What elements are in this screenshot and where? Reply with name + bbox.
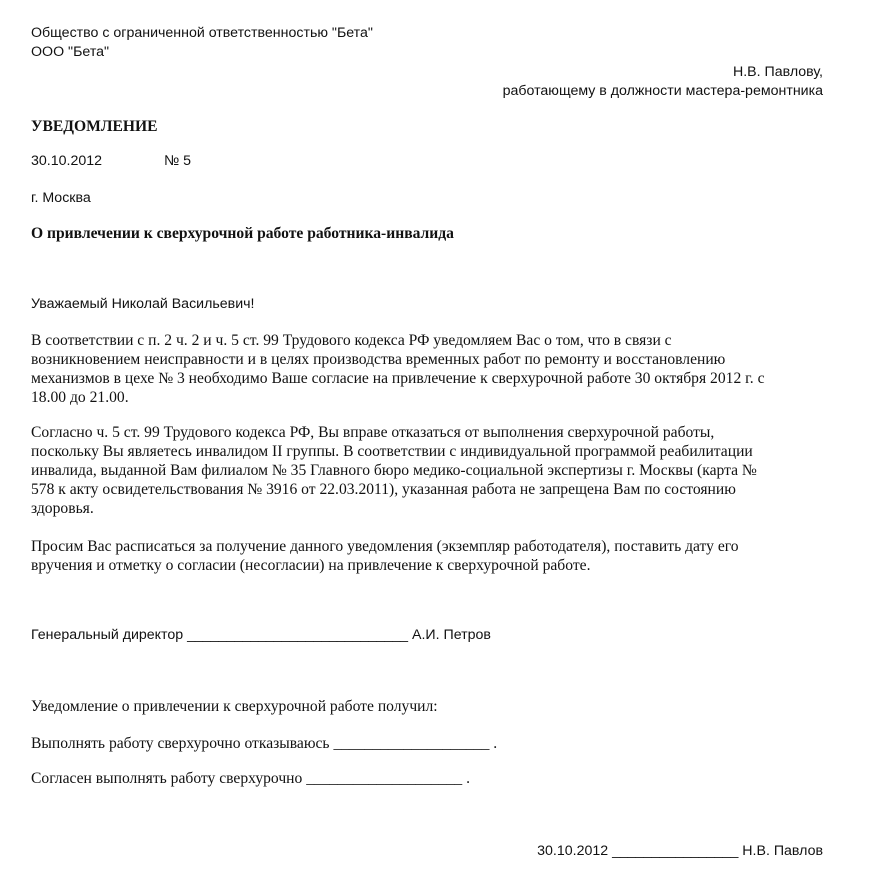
document-date: 30.10.2012	[31, 153, 103, 169]
paragraph-3	[31, 537, 831, 575]
paragraph-1-line: 18.00 до 21.00.	[31, 389, 129, 406]
director-name: А.И. Петров	[412, 627, 491, 643]
document-subject: О привлечении к сверхурочной работе работника-инвалида	[31, 225, 454, 242]
addressee-position: работающему в должности мастера-ремонтника	[502, 83, 823, 99]
paragraph-1	[31, 331, 831, 407]
paragraph-2	[31, 423, 831, 518]
org-full-name: Общество с ограниченной ответственностью "Бета"	[31, 25, 373, 41]
refuse-line-end: .	[493, 735, 498, 752]
addressee-name: Н.В. Павлову,	[732, 64, 823, 80]
greeting: Уважаемый Николай Васильевич!	[31, 296, 255, 312]
paragraph-1-line: В соответствии с п. 2 ч. 2 и ч. 5 ст. 99 Трудового кодекса РФ уведомляем Вас о том, что в связи с	[31, 332, 672, 349]
refuse-line	[31, 734, 497, 753]
agree-line-end: .	[466, 770, 470, 787]
paragraph-3-line: вручения и отметку о согласии (несогласии) на привлечение к сверхурочной работе.	[31, 557, 591, 574]
receipt-date: 30.10.2012	[537, 843, 609, 859]
paragraph-2-line: инвалида, выданной Вам филиалом № 35 Главного бюро медико-социальной экспертизы г. Москвы (карта №	[31, 462, 757, 479]
paragraph-3-line: Просим Вас расписаться за получение данного уведомления (экземпляр работодателя), поставить дату его	[31, 538, 739, 555]
agree-signature-blank: ____________________	[306, 770, 463, 787]
paragraph-1-line: возникновением неисправности и в целях производства временных работ по ремонту и восстановлению	[31, 351, 726, 368]
org-short-name: ООО "Бета"	[31, 44, 110, 60]
employee-signature-blank: ________________	[612, 843, 739, 859]
director-signature-blank: ____________________________	[187, 627, 409, 643]
receipt-statement: Уведомление о привлечении к сверхурочной работе получил:	[31, 698, 438, 715]
document-city: г. Москва	[31, 190, 91, 206]
director-signature-line	[31, 626, 491, 645]
document-title: УВЕДОМЛЕНИЕ	[31, 118, 158, 135]
refuse-label: Выполнять работу сверхурочно отказываюсь	[31, 735, 330, 752]
employee-signature-line	[537, 842, 823, 861]
paragraph-2-line: поскольку Вы являетесь инвалидом II группы. В соответствии с индивидуальной программой реабилитации	[31, 443, 753, 460]
agree-label: Согласен выполнять работу сверхурочно	[31, 770, 303, 787]
refuse-signature-blank: ____________________	[333, 735, 490, 752]
director-position: Генеральный директор	[31, 627, 184, 643]
agree-line	[31, 769, 470, 788]
document-number: № 5	[164, 153, 192, 169]
paragraph-2-line: здоровья.	[31, 500, 94, 517]
paragraph-2-line: Согласно ч. 5 ст. 99 Трудового кодекса РФ, Вы вправе отказаться от выполнения сверхурочной работы,	[31, 424, 715, 441]
employee-name: Н.В. Павлов	[742, 843, 823, 859]
paragraph-1-line: механизмов в цехе № 3 необходимо Ваше согласие на привлечение к сверхурочной работе 30 октября 2012 г. с	[31, 370, 765, 387]
paragraph-2-line: 578 к акту освидетельствования № 3916 от 22.03.2011), указанная работа не запрещена Вам по состоянию	[31, 481, 736, 498]
